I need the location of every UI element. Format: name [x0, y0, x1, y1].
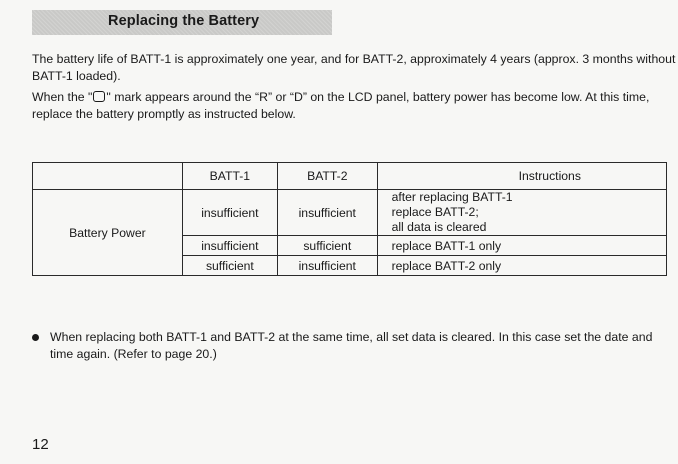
bullet-icon — [32, 334, 39, 341]
note-text: When replacing both BATT-1 and BATT-2 at the same time, all set data is cleared. In this case set the date and time again. (Refer to page 20.) — [50, 330, 653, 361]
row3-batt2-cell: insufficient — [277, 256, 377, 276]
row2-batt1-cell: insufficient — [182, 236, 277, 256]
row1-instructions-cell — [377, 190, 666, 236]
row3-batt1-cell: sufficient — [182, 256, 277, 276]
table-header-blank — [33, 163, 183, 190]
row3-instructions-cell: replace BATT-2 only — [377, 256, 666, 276]
table-header-row — [33, 163, 667, 190]
note-list-item — [32, 329, 672, 363]
table-header-batt2: BATT-2 — [277, 163, 377, 190]
row1-instruction-line: all data is cleared — [391, 220, 487, 234]
row1-instruction-line: replace BATT-2; — [391, 205, 479, 219]
battery-table — [32, 162, 667, 276]
battery-low-mark-icon — [93, 91, 105, 102]
intro-paragraph-battery-life: The battery life of BATT-1 is approximately one year, and for BATT-2, approximately 4 years (approx. 3 months without BATT-1 loaded). — [32, 52, 676, 83]
table-header-batt1: BATT-1 — [182, 163, 277, 190]
intro-p2-end: " mark appears around the “R” or “D” on the LCD panel, battery power has become low. At this time, replace the battery promptly as instructed below. — [32, 90, 650, 121]
page-title: Replacing the Battery — [108, 13, 260, 29]
row1-batt1-cell: insufficient — [182, 190, 277, 236]
table-row — [33, 190, 667, 236]
row1-instruction-line: after replacing BATT-1 — [391, 190, 513, 204]
row-label-battery-power: Battery Power — [33, 190, 183, 276]
page-number: 12 — [32, 436, 49, 453]
table-header-instructions: Instructions — [377, 163, 666, 190]
intro-p2-start: When the " — [32, 90, 93, 104]
intro-paragraph-low-battery — [32, 89, 676, 123]
row2-instructions-cell: replace BATT-1 only — [377, 236, 666, 256]
row2-batt2-cell: sufficient — [277, 236, 377, 256]
row1-batt2-cell: insufficient — [277, 190, 377, 236]
